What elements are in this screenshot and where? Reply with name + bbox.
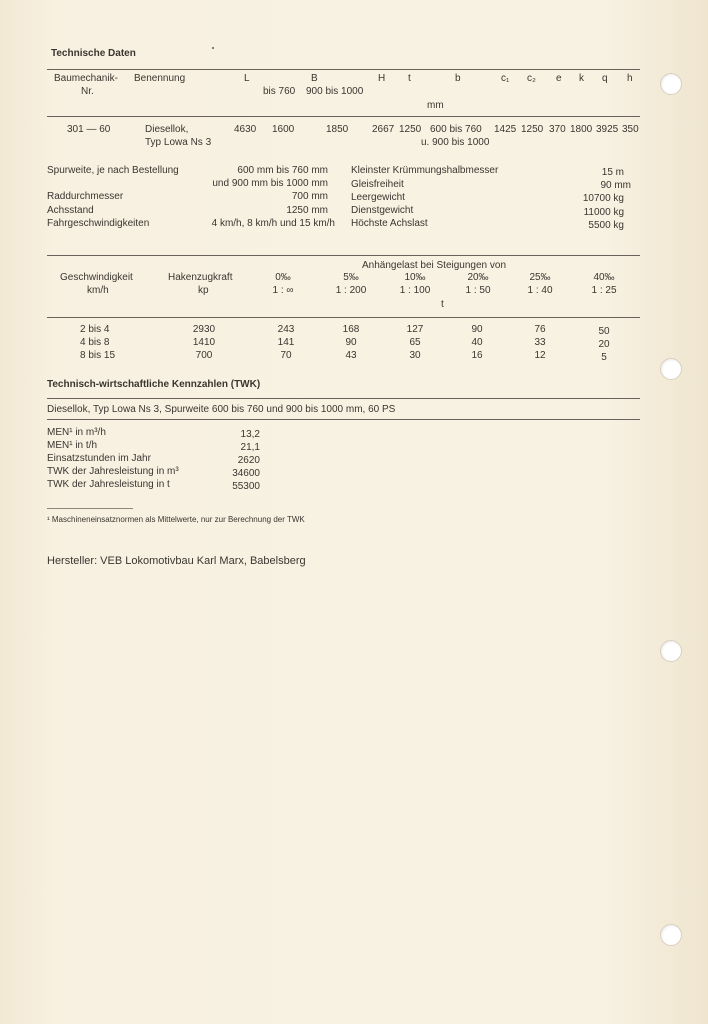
spec-value: 700 mm	[291, 191, 328, 202]
row-B2: 1850	[326, 124, 349, 135]
header-c2: c₂	[527, 73, 536, 84]
load-cell: 141	[277, 337, 295, 348]
header-baumechanik: Baumechanik-	[54, 73, 118, 84]
twk-subtitle: Diesellok, Typ Lowa Ns 3, Spurweite 600 bis 760 und 900 bis 1000 mm, 60 PS	[47, 404, 396, 415]
gradient-ratio: 1 : 50	[465, 285, 491, 296]
gradient-ratio: 1 : 200	[335, 285, 367, 296]
load-group-header: Anhängelast bei Steigungen von	[362, 260, 507, 271]
load-row-force: 2930	[192, 324, 216, 335]
row-nr: 301 — 60	[67, 124, 111, 135]
twk-value: 2620	[237, 455, 260, 466]
load-col-speed: Geschwindigkeit	[60, 272, 133, 283]
load-cell: 40	[471, 337, 483, 348]
header-k: k	[579, 73, 584, 84]
load-cell: 168	[342, 324, 360, 335]
spec-value: 10700 kg	[582, 193, 624, 204]
row-q: 3925	[596, 124, 619, 135]
load-cell: 90	[471, 324, 483, 335]
load-cell: 5	[601, 352, 607, 363]
spec-label: Spurweite, je nach Bestellung	[47, 165, 179, 176]
table-rule	[47, 398, 640, 399]
gradient-ratio: 1 : ∞	[272, 285, 294, 296]
load-row-force: 1410	[192, 337, 216, 348]
twk-value: 34600	[232, 468, 260, 479]
row-t: 1250	[399, 124, 422, 135]
footnote-rule	[47, 508, 133, 509]
spec-label: Achsstand	[47, 205, 94, 216]
load-cell: 76	[534, 324, 546, 335]
punch-hole	[660, 924, 682, 946]
gradient-header: 10‰	[404, 272, 426, 283]
row-k: 1800	[570, 124, 593, 135]
row-b2: u. 900 bis 1000	[421, 137, 490, 148]
spec-label: Höchste Achslast	[351, 218, 428, 229]
header-nr: Nr.	[81, 86, 94, 97]
load-cell: 65	[409, 337, 421, 348]
punch-hole	[660, 640, 682, 662]
spec-label: Fahrgeschwindigkeiten	[47, 218, 150, 229]
twk-footnote: ¹ Maschineneinsatznormen als Mittelwerte, nur zur Berechnung der TWK	[47, 515, 305, 524]
gradient-header: 5‰	[343, 272, 359, 283]
table-rule	[47, 116, 640, 117]
header-B-sub2: 900 bis 1000	[306, 86, 364, 97]
twk-label: Einsatzstunden im Jahr	[47, 453, 151, 464]
load-row-speed: 2 bis 4	[80, 324, 110, 335]
load-cell: 33	[534, 337, 546, 348]
spec-value: 600 mm bis 760 mm	[237, 165, 328, 176]
row-B1: 1600	[272, 124, 295, 135]
spec-label: Raddurchmesser	[47, 191, 124, 202]
twk-label: MEN¹ in t/h	[47, 440, 98, 451]
spec-value: 90 mm	[600, 180, 631, 191]
spec-label: Gleisfreiheit	[351, 179, 404, 190]
punch-hole	[660, 358, 682, 380]
load-cell: 70	[280, 350, 292, 361]
twk-label: TWK der Jahresleistung in t	[47, 479, 170, 490]
load-cell: 90	[345, 337, 357, 348]
load-col-force: Hakenzugkraft	[168, 272, 233, 283]
spec-label: Kleinster Krümmungshalbmesser	[351, 165, 499, 176]
gradient-ratio: 1 : 25	[591, 285, 617, 296]
table-rule	[47, 317, 640, 318]
load-unit: t	[441, 299, 444, 310]
row-benennung-1: Diesellok,	[145, 124, 189, 135]
spec-value: 4 km/h, 8 km/h und 15 km/h	[211, 218, 335, 229]
gradient-header: 0‰	[275, 272, 291, 283]
header-B: B	[311, 73, 318, 84]
header-q: q	[602, 73, 608, 84]
ink-speck	[212, 47, 214, 49]
twk-value: 21,1	[240, 442, 260, 453]
gradient-header: 40‰	[593, 272, 615, 283]
twk-value: 13,2	[240, 429, 260, 440]
header-h: h	[627, 73, 633, 84]
header-b: b	[455, 73, 461, 84]
load-cell: 20	[598, 339, 610, 350]
load-row-speed: 8 bis 15	[80, 350, 116, 361]
spec-value: 15 m	[601, 167, 624, 178]
load-cell: 16	[471, 350, 483, 361]
punch-hole	[660, 73, 682, 95]
header-t: t	[408, 73, 411, 84]
header-L: L	[244, 73, 250, 84]
row-e: 370	[549, 124, 566, 135]
spec-value: 11000 kg	[583, 207, 624, 218]
spec-label: Dienstgewicht	[351, 205, 414, 216]
header-e: e	[556, 73, 562, 84]
load-cell: 43	[345, 350, 357, 361]
gradient-ratio: 1 : 100	[399, 285, 431, 296]
row-h: 350	[622, 124, 639, 135]
load-row-speed: 4 bis 8	[80, 337, 110, 348]
spec-label: Leergewicht	[351, 192, 405, 203]
load-cell: 127	[406, 324, 424, 335]
manufacturer: Hersteller: VEB Lokomotivbau Karl Marx, Babelsberg	[47, 555, 306, 567]
header-c1: c₁	[501, 73, 510, 84]
load-col-speed-unit: km/h	[87, 285, 109, 296]
row-benennung-2: Typ Lowa Ns 3	[145, 137, 212, 148]
header-B-sub1: bis 760	[263, 86, 296, 97]
table-rule	[47, 255, 640, 256]
load-cell: 50	[598, 326, 610, 337]
table-rule	[47, 69, 640, 70]
spec-value: 5500 kg	[588, 220, 624, 231]
page-title: Technische Daten	[51, 48, 136, 59]
row-c2: 1250	[521, 124, 544, 135]
header-unit: mm	[427, 100, 444, 111]
twk-label: TWK der Jahresleistung in m³	[47, 466, 179, 477]
table-rule	[47, 419, 640, 420]
header-benennung: Benennung	[134, 73, 186, 84]
twk-label: MEN¹ in m³/h	[47, 427, 106, 438]
load-cell: 30	[409, 350, 421, 361]
gradient-header: 25‰	[529, 272, 551, 283]
gradient-ratio: 1 : 40	[527, 285, 553, 296]
spec-value: und 900 mm bis 1000 mm	[212, 178, 328, 189]
load-cell: 12	[534, 350, 546, 361]
row-L: 4630	[234, 124, 257, 135]
load-col-force-unit: kp	[198, 285, 209, 296]
row-H: 2667	[372, 124, 395, 135]
load-cell: 243	[277, 324, 295, 335]
row-c1: 1425	[494, 124, 517, 135]
spec-value: 1250 mm	[286, 205, 328, 216]
twk-value: 55300	[232, 481, 260, 492]
twk-title: Technisch-wirtschaftliche Kennzahlen (TWK)	[47, 379, 261, 390]
header-H: H	[378, 73, 386, 84]
row-b1: 600 bis 760	[430, 124, 482, 135]
gradient-header: 20‰	[467, 272, 489, 283]
load-row-force: 700	[195, 350, 213, 361]
